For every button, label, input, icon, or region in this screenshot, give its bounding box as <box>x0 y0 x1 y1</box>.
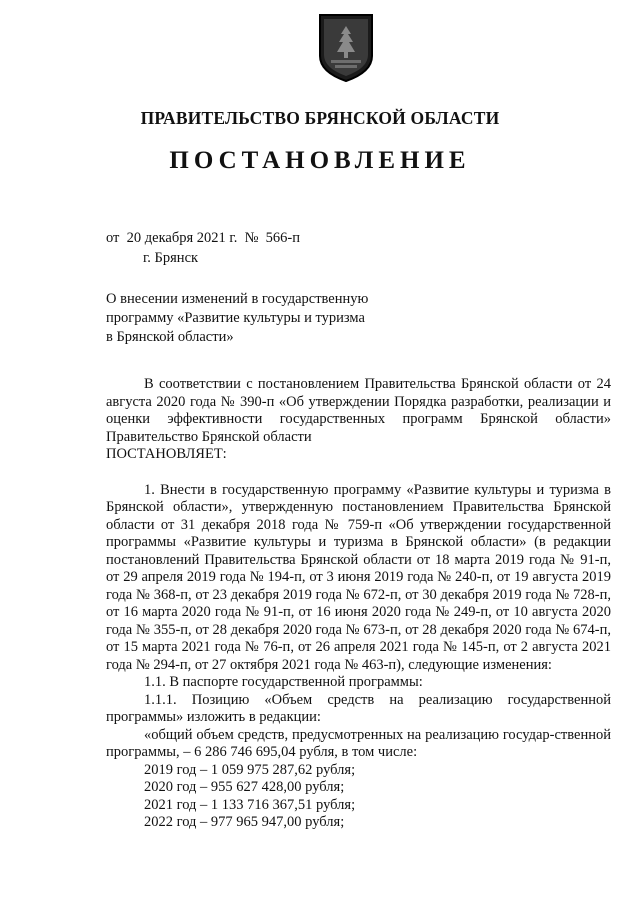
document-date-number: от 20 декабря 2021 г. № 566-п <box>106 230 301 246</box>
subject-line: в Брянской области» <box>106 329 234 345</box>
document-subject <box>106 290 396 347</box>
year-funding-line: 2020 год – 955 627 428,00 рубля; <box>144 779 345 795</box>
year-funding-line: 2021 год – 1 133 716 367,51 рубля; <box>144 796 356 813</box>
subject-line: программу «Развитие культуры и туризма <box>106 310 365 326</box>
document-body <box>106 376 611 832</box>
item-1-1-paragraph: 1.1. В паспорте государственной программы: <box>144 674 423 690</box>
document-type-title: ПОСТАНОВЛЕНИЕ <box>169 147 471 174</box>
item-1-1-1-paragraph: 1.1.1. Позицию «Объем средств на реализацию государственной программы» изложить в редакции: <box>106 691 611 725</box>
item-1-paragraph: 1. Внести в государственную программу «Развитие культуры и туризма в Брянской области», утвержденную постановлением Правительства Брянской области от 31 декабря 2018 года № 759-п «Об утверждении государственной программы «Развитие культуры и туризма в Брянской области» (в редакции постановлений Правительства Брянской области от 18 марта 2019 года № 91-п, от 29 апреля 2019 года № 194-п, от 3 июня 2019 года № 240-п, от 19 августа 2019 года № 368-п, от 23 декабря 2019 года № 672-п, от 30 декабря 2019 года № 728-п, от 16 марта 2020 года № 91-п, от 16 июня 2020 года № 249-п, от 10 августа 2020 года № 355-п, от 28 декабря 2020 года № 673-п, от 28 декабря 2020 года № 674-п, от 15 марта 2021 года № 76-п, от 26 апреля 2021 года № 145-п, от 2 августа 2021 года № 294-п, от 27 октября 2021 года № 463-п), следующие изменения: <box>106 481 611 673</box>
organization-name: ПРАВИТЕЛЬСТВО БРЯНСКОЙ ОБЛАСТИ <box>140 108 500 128</box>
resolves-heading: ПОСТАНОВЛЯЕТ: <box>106 446 227 462</box>
quoted-funding-text: «общий объем средств, предусмотренных на реализацию государ-ственной программы, – 6 286 746 695,04 рубля, в том числе: <box>106 726 611 760</box>
preamble-paragraph: В соответствии с постановлением Правительства Брянской области от 24 августа 2020 года № 390-п «Об утверждении Порядка разработки, реализации и оценки эффективности государственных программ Брянской области» Правительство Брянской области <box>106 376 611 445</box>
year-funding-line: 2019 год – 1 059 975 287,62 рубля; <box>144 761 356 778</box>
document-city: г. Брянск <box>143 250 199 266</box>
year-funding-line: 2022 год – 977 965 947,00 рубля; <box>144 814 345 830</box>
subject-line: О внесении изменений в государственную <box>106 291 369 307</box>
coat-of-arms-emblem <box>317 12 375 84</box>
